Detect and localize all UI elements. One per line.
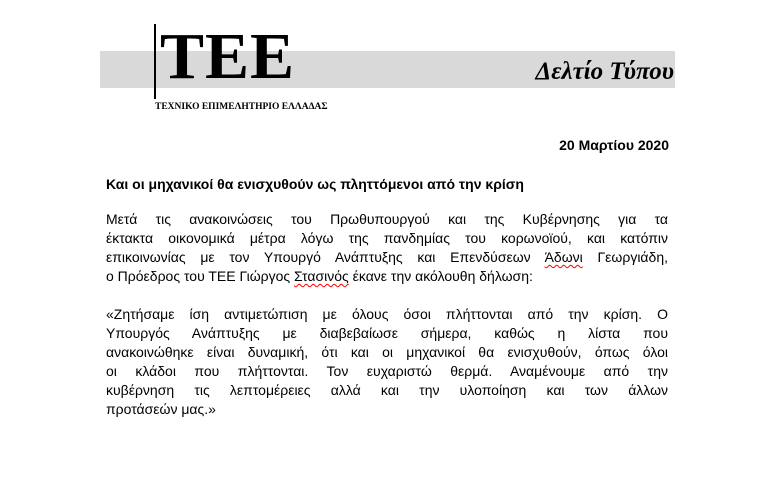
text-segment: ο Πρόεδρος του ΤΕΕ Γιώργος	[106, 268, 295, 284]
paragraph-line: προτάσεών μας.»	[106, 401, 216, 417]
text-segment: έκανε την ακόλουθη δήλωση:	[348, 268, 533, 284]
document-date: 20 Μαρτίου 2020	[559, 137, 669, 153]
paragraph-line: Υπουργός Ανάπτυξης με διαβεβαίωσε σήμερα, καθώς η λίστα που	[106, 325, 668, 341]
tee-logo: ΤΕΕ	[160, 20, 296, 93]
spellcheck-flagged-word[interactable]: Στασινός	[294, 268, 349, 284]
organization-name: ΤΕΧΝΙΚΟ ΕΠΙΜΕΛΗΤΗΡΙΟ ΕΛΛΑΔΑΣ	[155, 102, 328, 112]
paragraph-line: ανακοινώθηκε είναι δυναμική, ότι και οι μηχανικοί θα ενισχυθούν, όπως όλοι	[106, 344, 668, 360]
paragraph-line: Μετά τις ανακοινώσεις του Πρωθυπουργού και της Κυβέρνησης για τα	[106, 211, 668, 227]
header-divider-line	[154, 24, 156, 99]
paragraph-line: κυβέρνηση τις λεπτομέρειες αλλά και την υλοποίηση και των άλλων	[106, 382, 668, 398]
paragraph-intro	[106, 210, 668, 286]
document-headline: Και οι μηχανικοί θα ενισχυθούν ως πληττόμενοι από την κρίση	[106, 176, 524, 192]
spellcheck-flagged-word[interactable]: Άδωνι	[544, 249, 583, 265]
press-release-title: Δελτίο Τύπου	[535, 58, 674, 85]
paragraph-line	[106, 267, 668, 286]
paragraph-line: «Ζητήσαμε ίση αντιμετώπιση με όλους όσοι πλήττονται από την κρίση. Ο	[106, 306, 668, 322]
paragraph-line: οι κλάδοι που πλήττονται. Τον ευχαριστώ θερμά. Αναμένουμε από την	[106, 363, 668, 379]
paragraph-statement	[106, 305, 668, 419]
paragraph-line	[106, 248, 668, 267]
text-segment: Γεωργιάδη,	[582, 249, 668, 265]
paragraph-line: έκτακτα οικονομικά μέτρα λόγω της πανδημίας του κορωνοϊού, και κατόπιν	[106, 230, 668, 246]
text-segment: επικοινωνίας με τον Υπουργό Ανάπτυξης και Επενδύσεων	[106, 249, 545, 265]
